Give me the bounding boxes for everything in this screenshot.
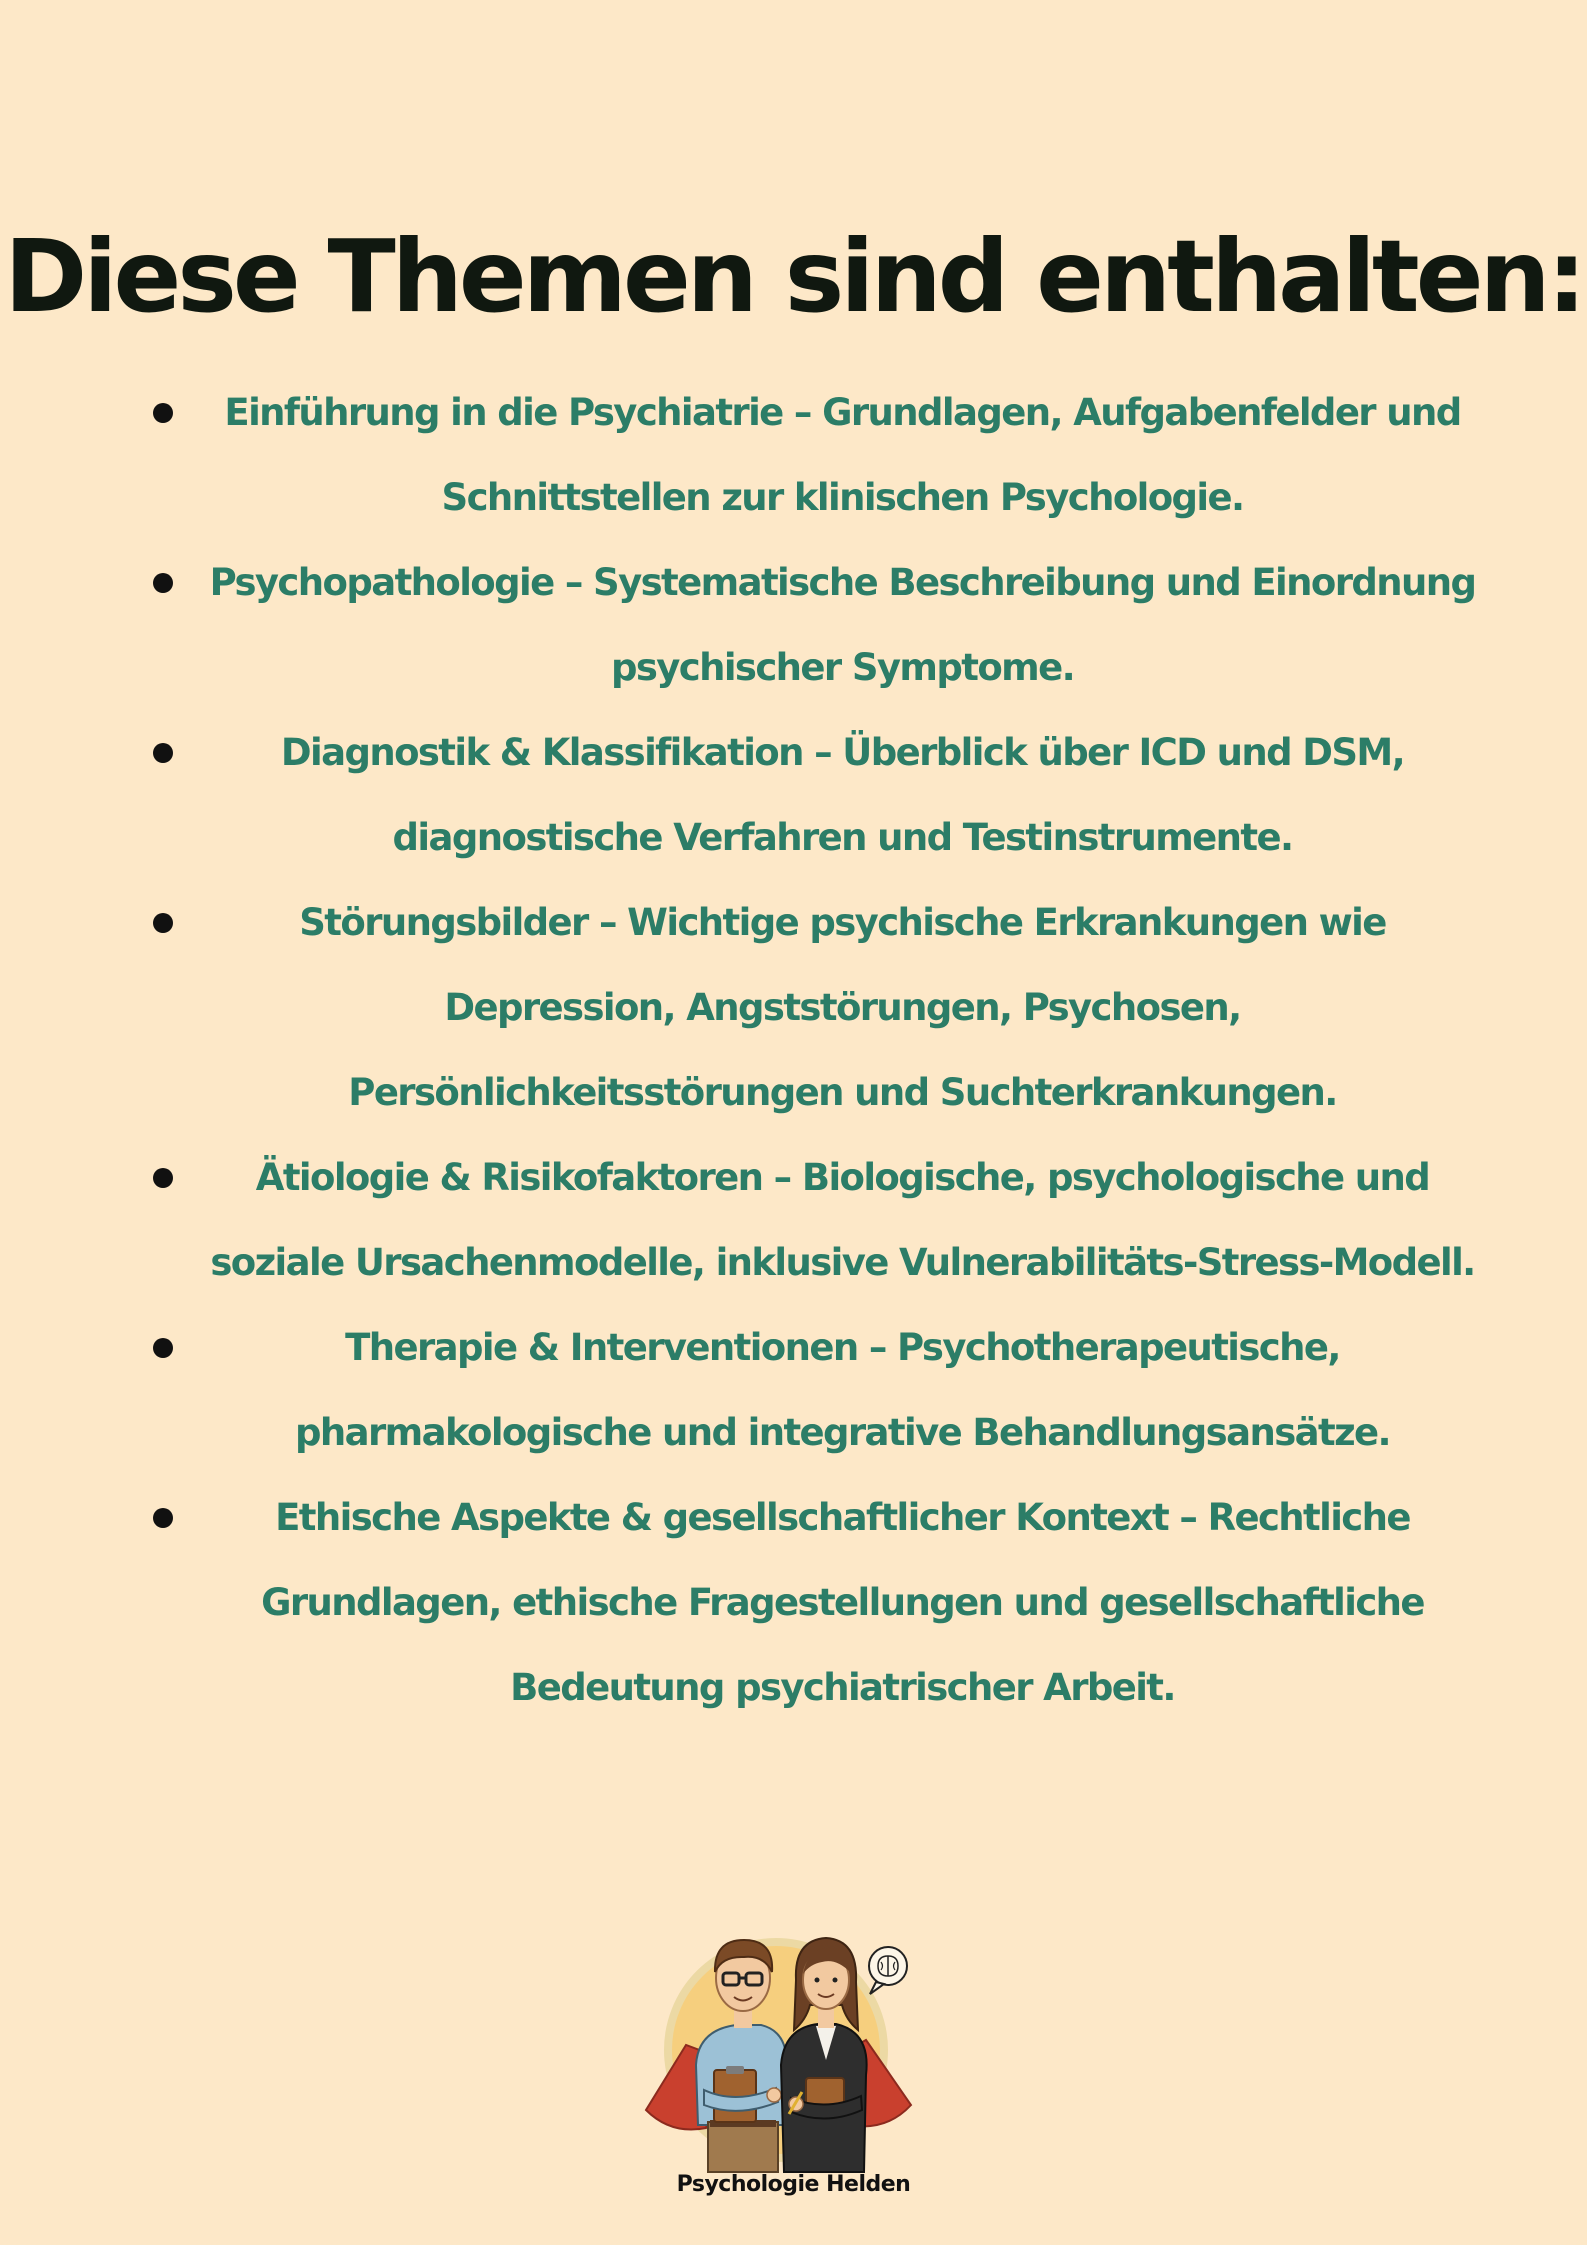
list-item [140,880,1490,1135]
bullet-icon [153,1338,173,1358]
bullet-icon [153,913,173,933]
bullet-icon [153,1168,173,1188]
bullet-icon [153,573,173,593]
list-item [140,710,1490,880]
list-item [140,1305,1490,1475]
superhero-psychologists-illustration [626,1900,926,2200]
bullet-icon [153,403,173,423]
topic-text: Ätiologie & Risikofaktoren – Biologische, psychologische und soziale Ursachenmodelle, inklusive Vulnerabilitäts-Stress-Modell. [210,1156,1475,1284]
bullet-icon [153,1508,173,1528]
topic-text: Ethische Aspekte & gesellschaftlicher Kontext – Rechtliche Grundlagen, ethische Fragestellungen und gesellschaftliche Bedeutung psychiatrischer Arbeit. [261,1496,1424,1709]
topic-text: Psychopathologie – Systematische Beschreibung und Einordnung psychischer Symptome. [209,561,1476,689]
topic-text: Therapie & Interventionen – Psychotherapeutische, pharmakologische und integrative Behandlungsansätze. [295,1326,1390,1454]
list-item [140,370,1490,540]
page-title: Diese Themen sind enthalten: [4,218,1583,335]
bullet-icon [153,743,173,763]
topic-text: Einführung in die Psychiatrie – Grundlagen, Aufgabenfelder und Schnittstellen zur klinischen Psychologie. [224,391,1461,519]
list-item [140,1475,1490,1730]
topic-text: Störungsbilder – Wichtige psychische Erkrankungen wie Depression, Angststörungen, Psychosen, Persönlichkeitsstörungen und Suchterkrankungen. [299,901,1386,1114]
brand-logo [626,1900,926,2200]
brand-name: Psychologie Helden [676,2172,911,2197]
list-item [140,1135,1490,1305]
topic-list [140,370,1490,1730]
topic-text: Diagnostik & Klassifikation – Überblick über ICD und DSM, diagnostische Verfahren und Testinstrumente. [280,731,1405,859]
list-item [140,540,1490,710]
